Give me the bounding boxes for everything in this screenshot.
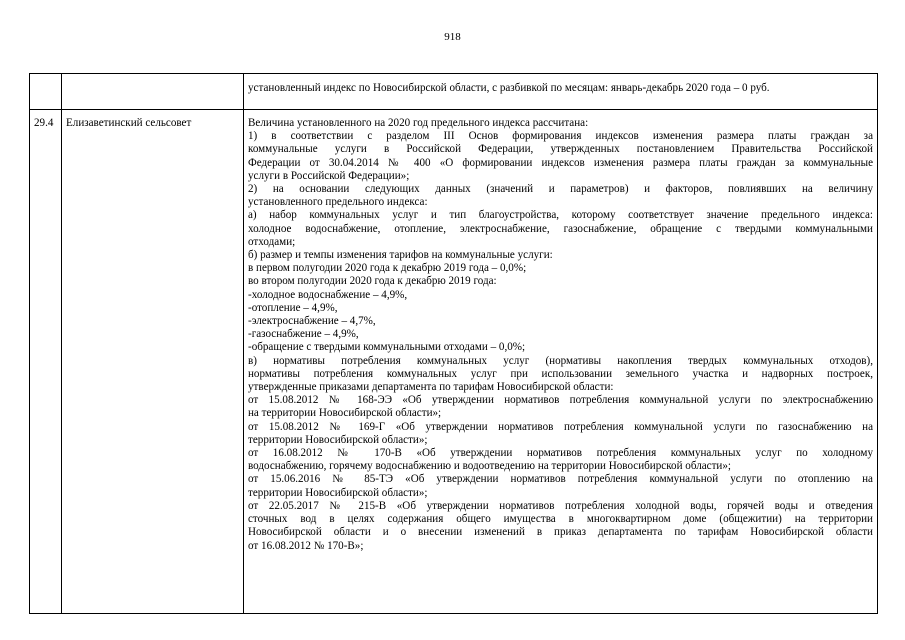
description-line: от 15.08.2012 № 168-ЭЭ «Об утверждении нормативов потребления коммунальной услуги по электроснабжению: [248, 394, 873, 407]
description-line: от 16.08.2012 № 170-В»;: [248, 539, 364, 552]
description-line: утвержденные приказами департамента по тарифам Новосибирской области:: [248, 381, 614, 394]
row-description-cell: [244, 110, 878, 614]
description-line: в) нормативы потребления коммунальных услуг (нормативы накопления твердых коммунальных отходов),: [248, 354, 873, 367]
description-line: водоснабжению, горячему водоснабжению и водоотведению на территории Новосибирской области»;: [248, 460, 731, 473]
description-line: б) размер и темпы изменения тарифов на коммунальные услуги:: [248, 249, 553, 262]
description-line: 1) в соответствии с разделом III Основ формирования индексов изменения размера платы граждан за: [248, 130, 873, 143]
description-line: во втором полугодии 2020 года к декабрю 2019 года:: [248, 275, 497, 288]
description-line: коммунальные услуги в Российской Федерации, утвержденных постановлением Правительства Российской: [248, 143, 873, 156]
description-line: территории Новосибирской области»;: [248, 433, 428, 446]
continuation-number-cell: [30, 74, 62, 110]
description-line: на территории Новосибирской области»;: [248, 407, 442, 420]
row-name: Елизаветинский сельсовет: [66, 117, 192, 129]
description-line: -холодное водоснабжение – 4,9%,: [248, 288, 408, 301]
description-line: -электроснабжение – 4,7%,: [248, 315, 376, 328]
continuation-name-cell: [62, 74, 244, 110]
document-table: [29, 73, 878, 614]
description-line: холодное водоснабжение, отопление, электроснабжение, газоснабжение, обращение с твердыми коммунальными: [248, 222, 873, 235]
page-number: 918: [444, 31, 461, 43]
description-line: -газоснабжение – 4,9%,: [248, 328, 359, 341]
row-name-cell: [62, 110, 244, 614]
row-number: 29.4: [34, 117, 54, 129]
description-line: Новосибирской области и о внесении изменений в приказ департамента по тарифам Новосибирской области: [248, 526, 873, 539]
continuation-text: установленный индекс по Новосибирской области, с разбивкой по месяцам: январь-декабрь 2020 года – 0 руб.: [248, 82, 770, 94]
continuation-text-cell: [244, 74, 878, 110]
description-line: сточных вод в целях содержания общего имущества в многоквартирном доме (общежитии) на территории: [248, 513, 873, 526]
description-line: а) набор коммунальных услуг и тип благоустройства, которому соответствует значение предельного индекса:: [248, 209, 873, 222]
description-line: от 15.06.2016 № 85-ТЭ «Об утверждении нормативов потребления коммунальной услуги по отоплению на: [248, 473, 873, 486]
description-line: Федерации от 30.04.2014 № 400 «О формировании индексов изменения размера платы граждан за коммунальные: [248, 156, 873, 169]
continuation-row: [30, 74, 878, 110]
table-row: [30, 110, 878, 614]
description-line: отходами;: [248, 235, 296, 248]
description-line: -отопление – 4,9%,: [248, 301, 338, 314]
description-line: нормативы потребления коммунальных услуг при использовании земельного участка и надворных построек,: [248, 367, 873, 380]
description-line: 2) на основании следующих данных (значений и параметров) и факторов, повлиявших на величину: [248, 183, 873, 196]
description-line: Величина установленного на 2020 год предельного индекса рассчитана:: [248, 117, 589, 129]
description-line: территории Новосибирской области»;: [248, 486, 428, 499]
description-line: от 22.05.2017 № 215-В «Об утверждении нормативов потребления холодной воды, горячей воды и отведения: [248, 499, 873, 512]
description-line: от 16.08.2012 № 170-В «Об утверждении нормативов потребления коммунальных услуг по холодному: [248, 447, 873, 460]
description-line: от 15.08.2012 № 169-Г «Об утверждении нормативов потребления коммунальной услуги по газоснабжению на: [248, 420, 873, 433]
description-line: услуги в Российской Федерации»;: [248, 169, 410, 182]
description-line: установленного предельного индекса:: [248, 196, 428, 209]
row-number-cell: [30, 110, 62, 614]
description-line: -обращение с твердыми коммунальными отходами – 0,0%;: [248, 341, 526, 354]
description-line: в первом полугодии 2020 года к декабрю 2019 года – 0,0%;: [248, 262, 527, 275]
row-description: [248, 117, 873, 553]
